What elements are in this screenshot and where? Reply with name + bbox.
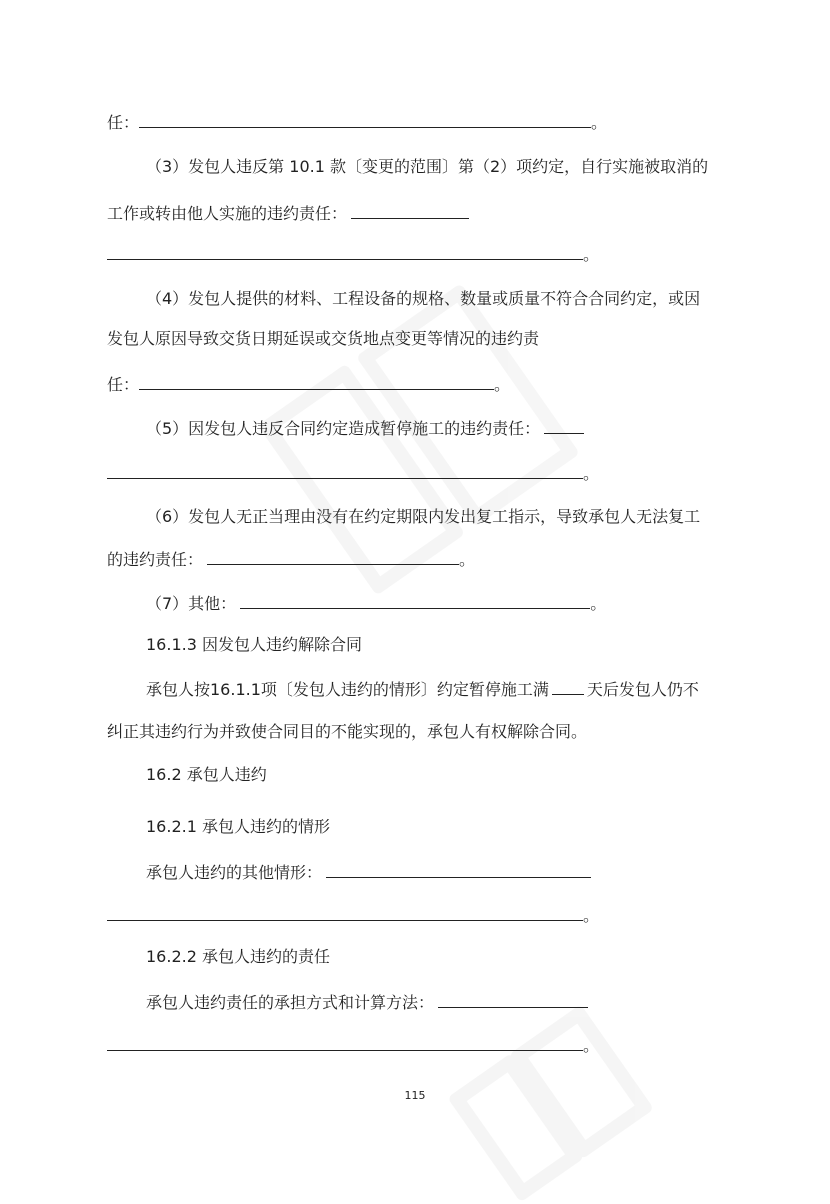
line-2: （3）发包人违反第 10.1 款〔变更的范围〕第（2）项约定，自行实施被取消的 — [146, 157, 709, 176]
section-16-2-2-heading: 16.2.2 承包人违约的责任 — [146, 947, 330, 966]
section-16-1-3-heading: 16.1.3 因发包人违约解除合同 — [146, 635, 362, 654]
line-19: 。 — [0, 905, 599, 926]
section-16-2-1-heading: 16.2.1 承包人违约的情形 — [146, 817, 330, 836]
line-21: 承包人违约责任的承担方式和计算方法： — [0, 992, 588, 1013]
line-8: （5）因发包人违反合同约定造成暂停施工的违约责任： — [0, 418, 584, 439]
fill-blank[interactable] — [240, 593, 590, 609]
fill-blank[interactable] — [207, 549, 459, 565]
fill-blank[interactable] — [139, 112, 591, 128]
line-10: （6）发包人无正当理由没有在约定期限内发出复工指示，导致承包人无法复工 — [146, 507, 701, 526]
line-11: 的违约责任： 。 — [107, 550, 476, 569]
line-5: （4）发包人提供的材料、工程设备的规格、数量或质量不符合合同约定，或因 — [146, 289, 701, 308]
line-22: 。 — [0, 1035, 599, 1056]
line-15: 纠正其违约行为并致使合同目的不能实现的，承包人有权解除合同。 — [107, 722, 588, 741]
fill-blank[interactable] — [326, 862, 591, 878]
line-18: 承包人违约的其他情形： — [0, 862, 591, 883]
line-3: 工作或转由他人实施的违约责任： — [0, 203, 469, 224]
line-6: 发包人原因导致交货日期延误或交货地点变更等情况的违约责 — [107, 329, 540, 348]
line-12: （7）其他： 。 — [146, 594, 607, 613]
line-7: 任： 。 — [107, 375, 511, 394]
fill-blank[interactable] — [544, 418, 584, 434]
section-16-2-heading: 16.2 承包人违约 — [146, 765, 267, 784]
fill-blank[interactable] — [107, 244, 583, 260]
line-14: 承包人按16.1.1项〔发包人违约的情形〕约定暂停施工满 天后发包人仍不 — [146, 680, 699, 699]
fill-blank[interactable] — [552, 679, 584, 695]
fill-blank[interactable] — [107, 905, 583, 921]
line-4: 。 — [0, 244, 599, 265]
fill-blank[interactable] — [438, 992, 588, 1008]
fill-blank[interactable] — [107, 463, 583, 479]
fill-blank[interactable] — [139, 374, 494, 390]
line-9: 。 — [0, 463, 599, 484]
line-1: 任： 。 — [107, 113, 608, 132]
fill-blank[interactable] — [351, 203, 469, 219]
fill-blank[interactable] — [107, 1035, 583, 1051]
page-number: 115 — [404, 1089, 426, 1102]
